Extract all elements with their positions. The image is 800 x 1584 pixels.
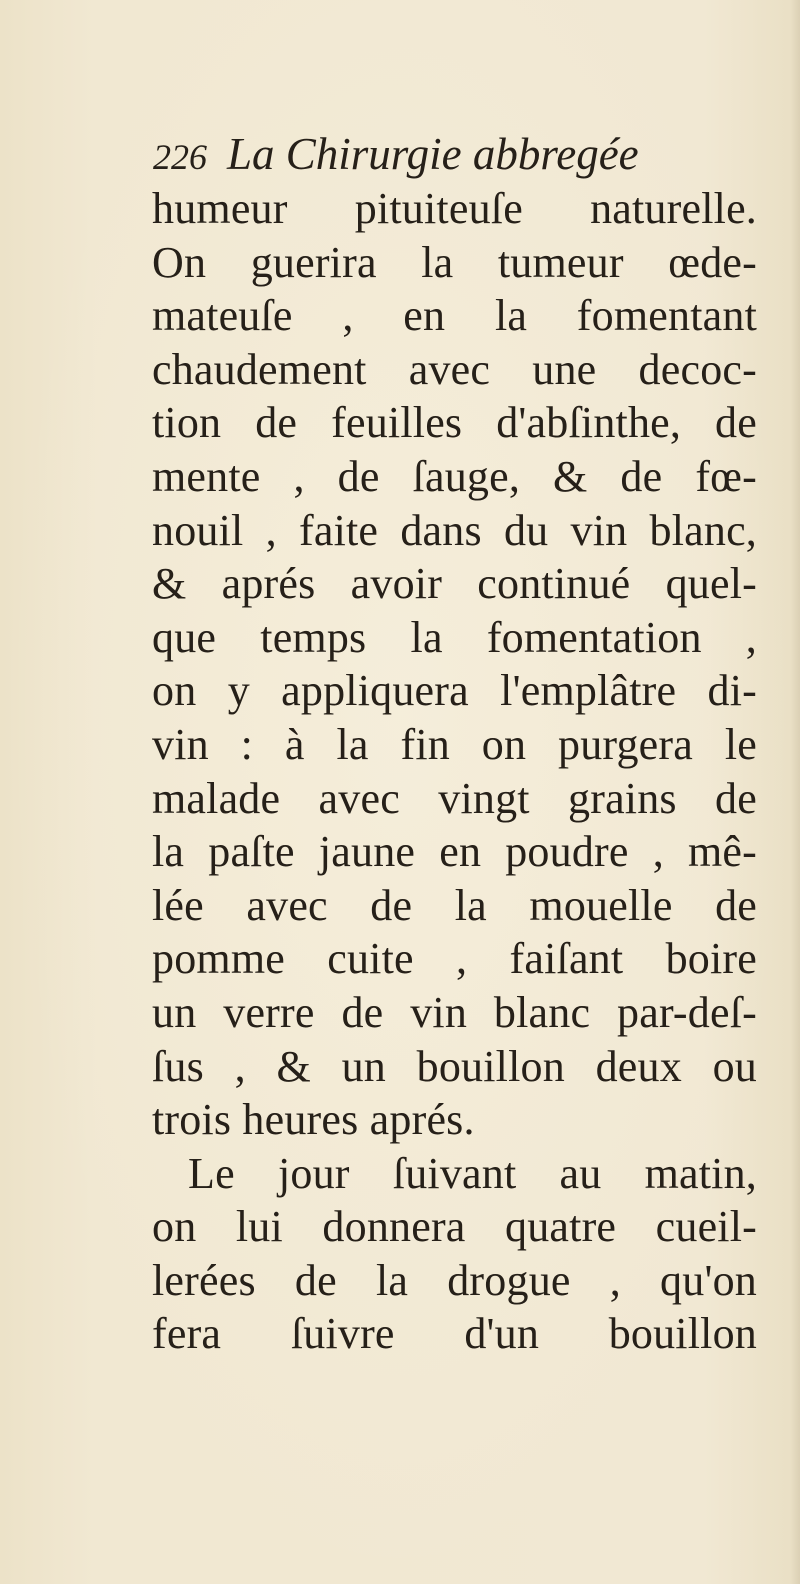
paragraph-start-line: Le jour ſuivant au matin, bbox=[188, 1148, 757, 1198]
text-line: nouil , faite dans du vin blanc, bbox=[152, 505, 757, 555]
body-text bbox=[152, 182, 757, 1361]
text-line: la paſte jaune en poudre , mê- bbox=[152, 827, 757, 877]
text-line: tion de feuilles d'abſinthe, de bbox=[152, 398, 757, 448]
text-line: mente , de ſauge, & de fœ- bbox=[152, 451, 757, 501]
text-line: mateuſe , en la fomentant bbox=[152, 291, 757, 341]
text-line: lée avec de la mouelle de bbox=[152, 880, 757, 930]
text-line: On guerira la tumeur œde- bbox=[152, 237, 757, 287]
text-line: lerées de la drogue , qu'on bbox=[152, 1255, 757, 1305]
text-line: on lui donnera quatre cueil- bbox=[152, 1202, 757, 1252]
text-line: on y appliquera l'emplâtre di- bbox=[152, 666, 757, 716]
text-line: fera ſuivre d'un bouillon bbox=[152, 1309, 757, 1359]
text-line: vin : à la fin on purgera le bbox=[152, 719, 757, 769]
running-head: La Chirurgie abbregée bbox=[227, 129, 639, 179]
text-line: & aprés avoir continué quel- bbox=[152, 559, 757, 609]
paragraph-end-line: trois heures aprés. bbox=[152, 1095, 475, 1145]
text-line: humeur pituiteuſe naturelle. bbox=[152, 184, 757, 233]
text-line: ſus , & un bouillon deux ou bbox=[152, 1041, 757, 1091]
page-header bbox=[153, 118, 753, 190]
text-line: chaudement avec une decoc- bbox=[152, 344, 757, 394]
text-line: que temps la fomentation , bbox=[152, 612, 757, 662]
page-number: 226 bbox=[153, 137, 207, 177]
text-line: pomme cuite , faiſant boire bbox=[152, 934, 757, 984]
text-line: un verre de vin blanc par-deſ- bbox=[152, 987, 757, 1037]
text-line: malade avec vingt grains de bbox=[152, 773, 757, 823]
